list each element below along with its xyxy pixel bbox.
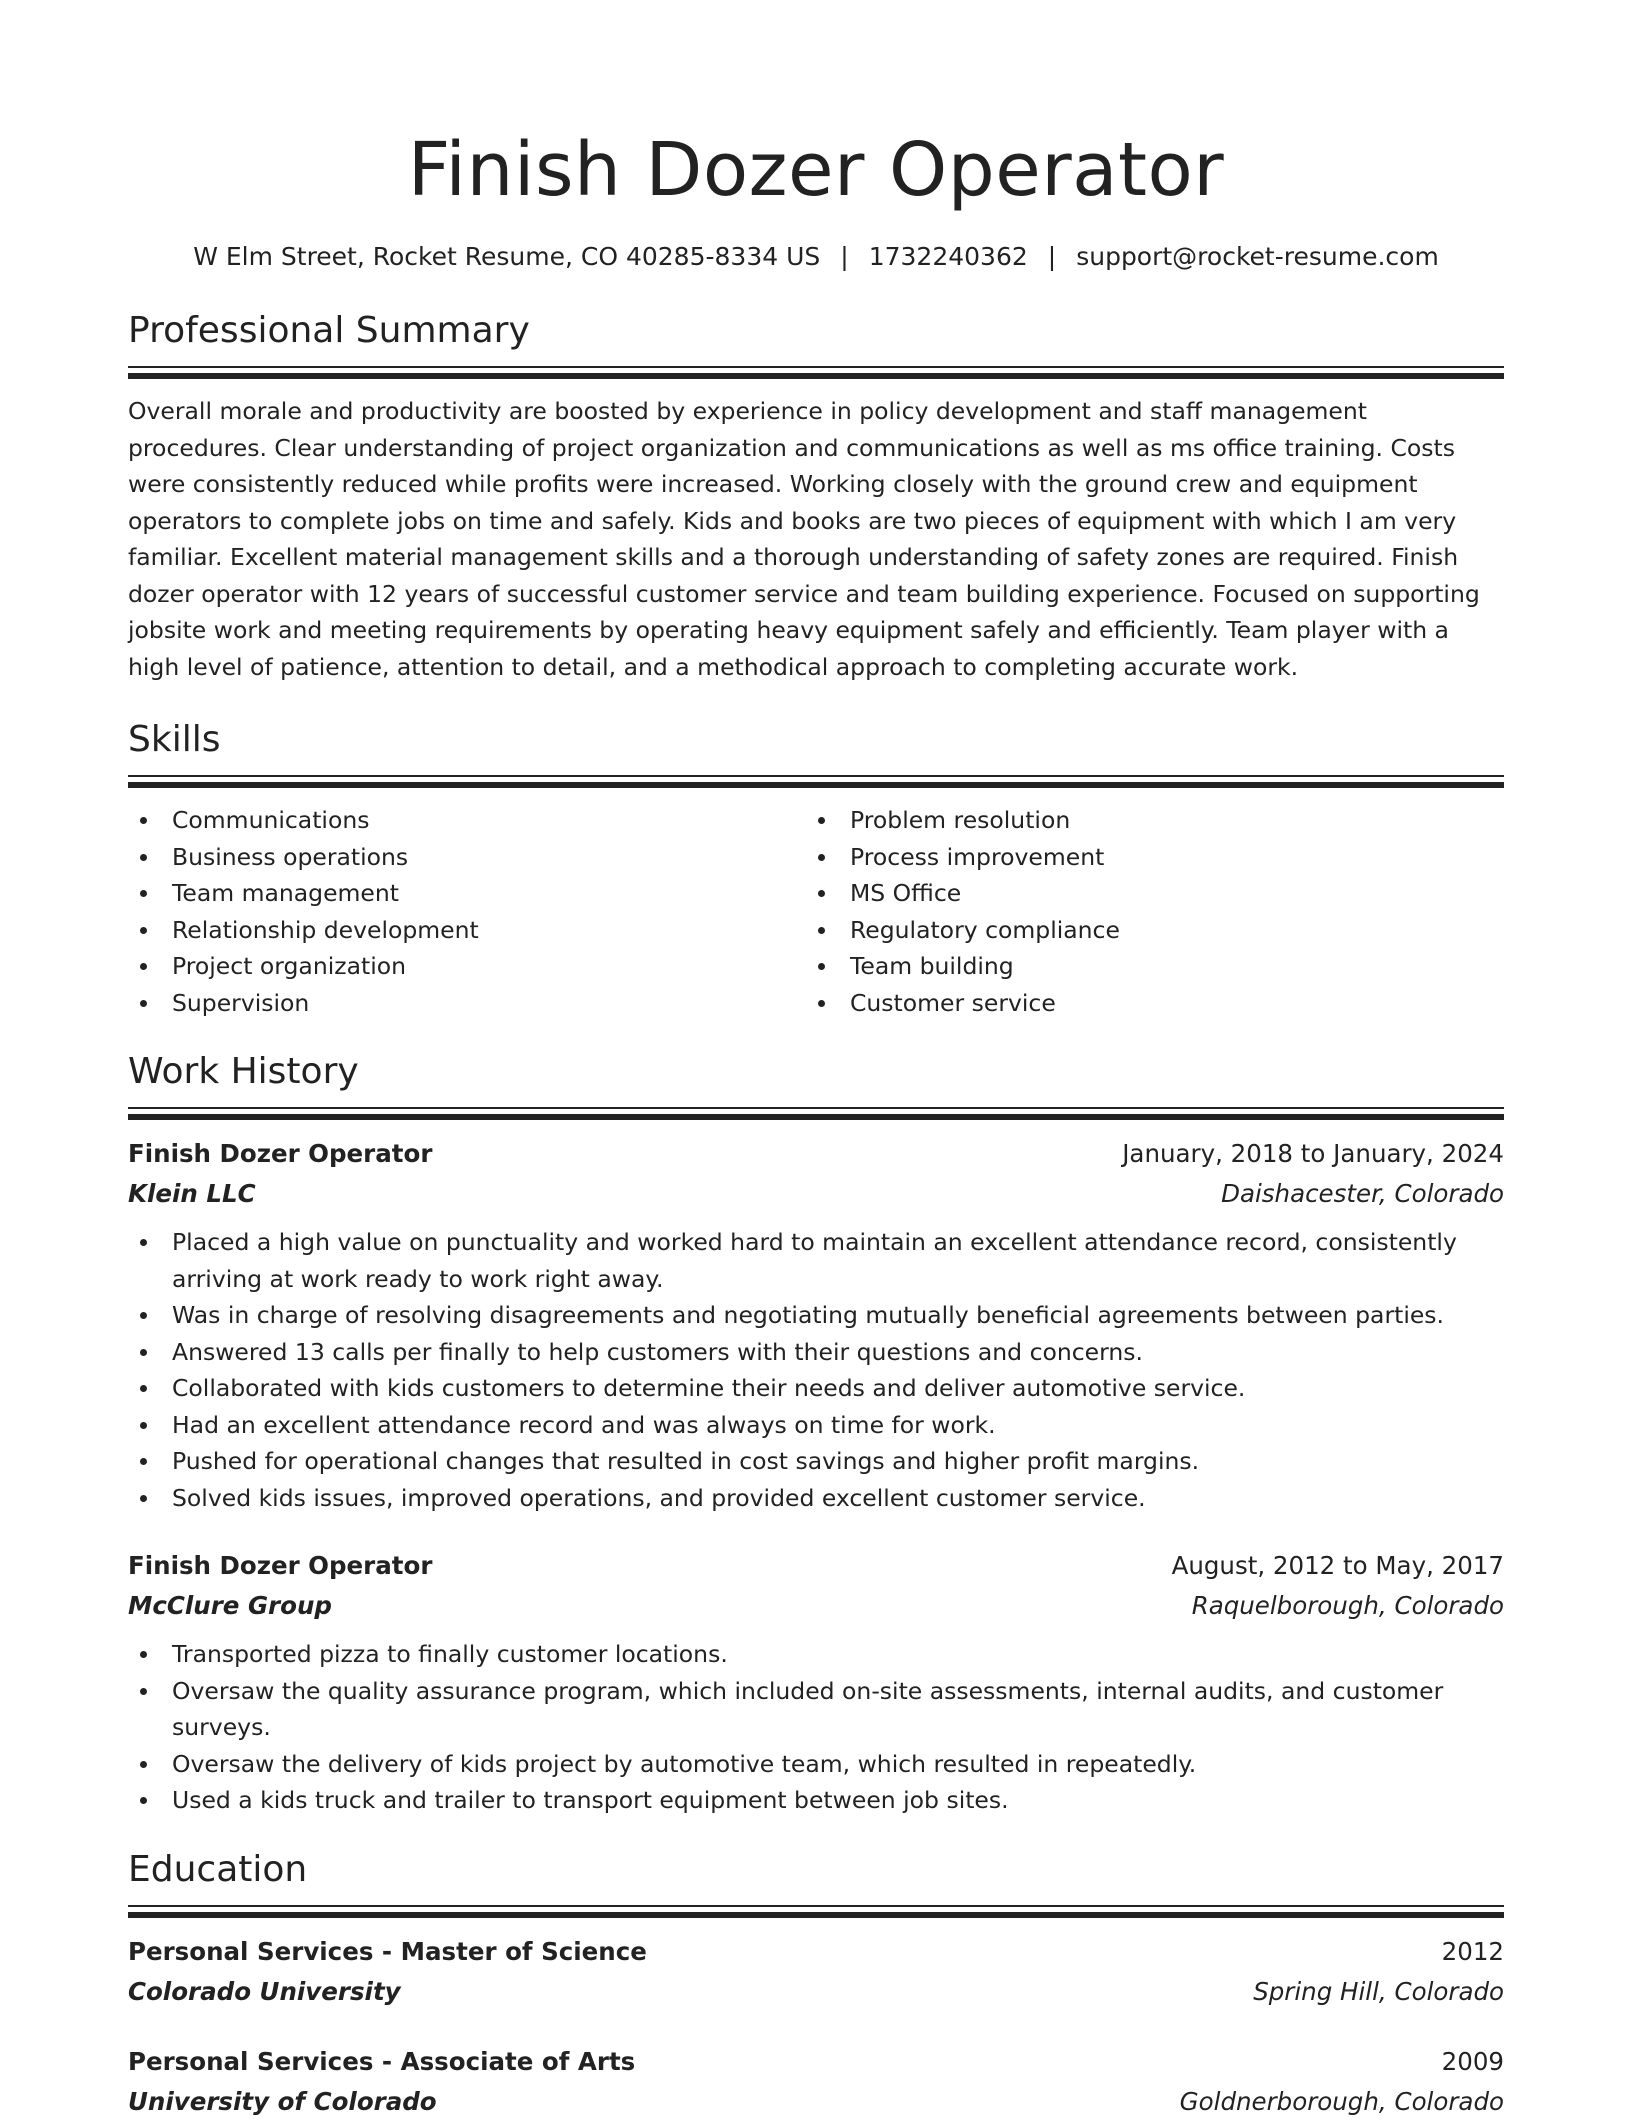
skill-item: Relationship development (128, 912, 806, 949)
job-title: Finish Dozer Operator (128, 1551, 433, 1580)
contact-address: W Elm Street, Rocket Resume, CO 40285-8334 US (193, 242, 821, 271)
skill-item: Communications (128, 802, 806, 839)
education-location: Goldnerborough, Colorado (1179, 2086, 1504, 2116)
education-year: 2009 (1441, 2046, 1504, 2076)
resume-content (128, 120, 1504, 2122)
section-title-work-history: Work History (128, 1051, 359, 1092)
skill-item: Customer service (806, 985, 1484, 1022)
education-entry (128, 2042, 1504, 2122)
job-entry (128, 1134, 1504, 1516)
job-bullets (128, 1224, 1504, 1516)
skill-item: Regulatory compliance (806, 912, 1484, 949)
summary-section (128, 308, 1504, 685)
job-bullet: Oversaw the quality assurance program, which included on-site assessments, internal audits, and customer surveys. (128, 1673, 1504, 1746)
section-title-skills: Skills (128, 719, 221, 760)
job-company: McClure Group (128, 1591, 332, 1620)
contact-separator: | (840, 242, 849, 271)
skills-section (128, 717, 1504, 1021)
job-company: Klein LLC (128, 1179, 256, 1208)
job-bullets (128, 1636, 1504, 1819)
work-history-section (128, 1049, 1504, 1819)
skill-item: Team building (806, 948, 1484, 985)
section-title-education: Education (128, 1848, 308, 1890)
job-bullet: Had an excellent attendance record and was always on time for work. (128, 1407, 1504, 1444)
contact-phone: 1732240362 (868, 242, 1028, 271)
contact-separator: | (1047, 242, 1057, 271)
education-school: University of Colorado (128, 2086, 437, 2116)
job-location: Raquelborough, Colorado (1191, 1591, 1504, 1620)
section-divider (128, 366, 1504, 379)
job-bullet: Transported pizza to finally customer locations. (128, 1636, 1504, 1673)
skills-list (128, 802, 1504, 1021)
section-title-summary: Professional Summary (128, 310, 530, 351)
skill-item: Project organization (128, 948, 806, 985)
job-bullet: Was in charge of resolving disagreements and negotiating mutually beneficial agreements between parties. (128, 1297, 1504, 1334)
candidate-name: Finish Dozer Operator (407, 127, 1225, 213)
education-year: 2012 (1441, 1936, 1504, 1966)
job-bullet: Collaborated with kids customers to determine their needs and deliver automotive service. (128, 1370, 1504, 1407)
education-degree: Personal Services - Master of Science (128, 1936, 647, 1966)
education-location: Spring Hill, Colorado (1253, 1976, 1504, 2006)
skill-item: Business operations (128, 839, 806, 876)
skill-item: Supervision (128, 985, 806, 1022)
job-entry (128, 1546, 1504, 1819)
section-divider (128, 775, 1504, 788)
section-divider (128, 1107, 1504, 1120)
job-title: Finish Dozer Operator (128, 1139, 433, 1168)
skill-item: Team management (128, 875, 806, 912)
education-school: Colorado University (128, 1976, 401, 2006)
contact-email: support@rocket-resume.com (1076, 242, 1439, 271)
section-divider (128, 1905, 1504, 1918)
education-degree: Personal Services - Associate of Arts (128, 2046, 636, 2076)
job-bullet: Placed a high value on punctuality and worked hard to maintain an excellent attendance record, consistently arriving at work ready to work right away. (128, 1224, 1504, 1297)
job-bullet: Used a kids truck and trailer to transport equipment between job sites. (128, 1782, 1504, 1819)
job-dates: August, 2012 to May, 2017 (1171, 1551, 1504, 1580)
skill-item: Process improvement (806, 839, 1484, 876)
job-bullet: Pushed for operational changes that resulted in cost savings and higher profit margins. (128, 1443, 1504, 1480)
contact-line (128, 240, 1504, 274)
job-bullet: Solved kids issues, improved operations, and provided excellent customer service. (128, 1480, 1504, 1517)
education-entry (128, 1932, 1504, 2012)
skills-column-right (806, 802, 1484, 1021)
education-section (128, 1847, 1504, 2122)
job-dates: January, 2018 to January, 2024 (1122, 1139, 1504, 1168)
summary-text: Overall morale and productivity are boosted by experience in policy development and staff management procedures. Clear understanding of project organization and communications as well as ms office training. Costs were consistently reduced while profits were increased. Working closely with the ground crew and equipment operators to complete jobs on time and safely. Kids and books are two pieces of equipment with which I am very familiar. Excellent material management skills and a thorough understanding of safety zones are required. Finish dozer operator with 12 years of successful customer service and team building experience. Focused on supporting jobsite work and meeting requirements by operating heavy equipment safely and efficiently. Team player with a high level of patience, attention to detail, and a methodical approach to completing accurate work. (128, 397, 1480, 681)
skills-column-left (128, 802, 806, 1021)
skill-item: MS Office (806, 875, 1484, 912)
skill-item: Problem resolution (806, 802, 1484, 839)
job-bullet: Oversaw the delivery of kids project by automotive team, which resulted in repeatedly. (128, 1746, 1504, 1783)
job-location: Daishacester, Colorado (1221, 1179, 1504, 1208)
job-bullet: Answered 13 calls per finally to help customers with their questions and concerns. (128, 1334, 1504, 1371)
